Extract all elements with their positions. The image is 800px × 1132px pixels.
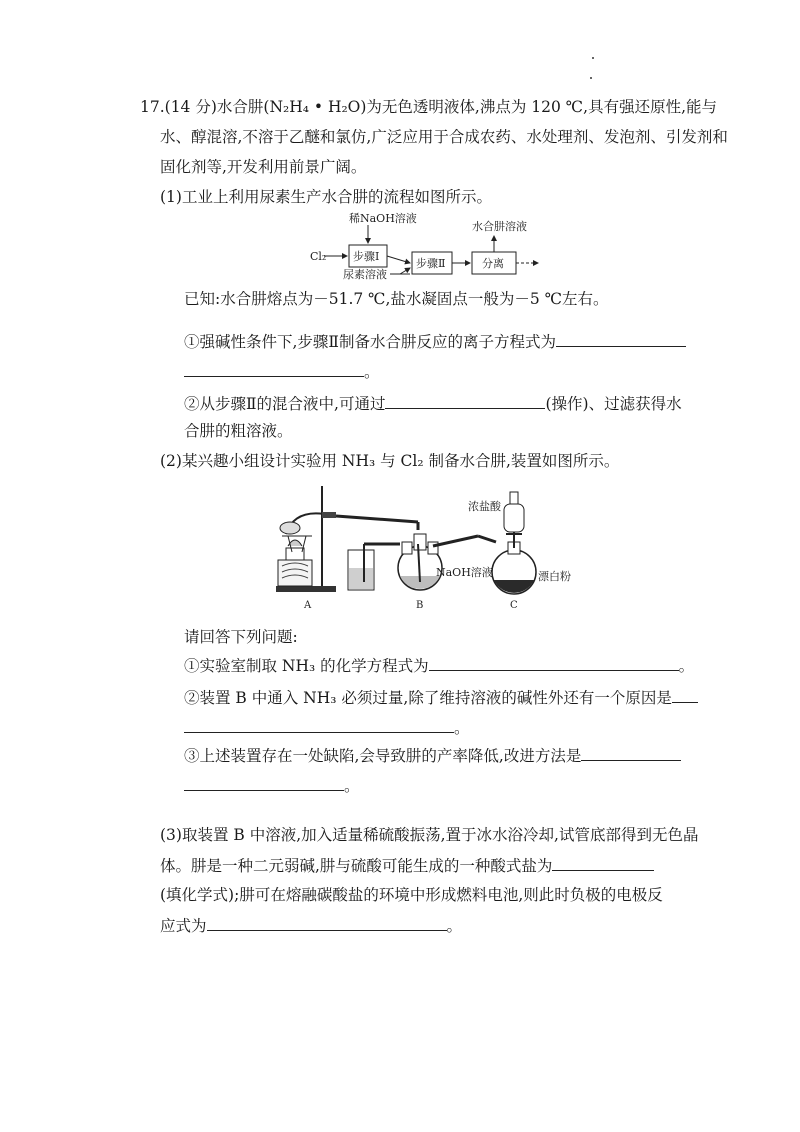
p2-q3-text: ③上述装置存在一处缺陷,会导致肼的产率降低,改进方法是 — [184, 747, 582, 765]
apparatus-a-label: A — [304, 600, 312, 611]
answer-blank[interactable] — [552, 854, 654, 871]
answer-prompt: 请回答下列问题: — [184, 628, 298, 646]
flow-product-label: 水合肼溶液 — [472, 220, 527, 233]
flow-cl2-label: Cl₂ — [310, 250, 327, 263]
p1-q2 — [184, 392, 682, 415]
answer-blank[interactable] — [184, 360, 364, 377]
apparatus-figure — [268, 482, 588, 614]
p1-q1 — [184, 330, 686, 353]
p2-q2-text: ②装置 B 中通入 NH₃ 必须过量,除了维持溶液的碱性外还有一个原因是 — [184, 689, 672, 707]
answer-blank[interactable] — [672, 686, 698, 703]
p1-q1-end: 。 — [364, 363, 380, 381]
p2-q2-end: 。 — [454, 719, 470, 737]
p1-q2-text: ②从步骤Ⅱ的混合液中,可通过 — [184, 395, 386, 413]
p1-q1-text: ①强碱性条件下,步骤Ⅱ制备水合肼反应的离子方程式为 — [184, 333, 556, 351]
q17-line2: 水、醇混溶,不溶于乙醚和氯仿,广泛应用于合成农药、水处理剂、发泡剂、引发剂和 — [160, 128, 728, 146]
q17-line3: 固化剂等,开发利用前景广阔。 — [160, 158, 367, 176]
flow-sep-label: 分离 — [482, 257, 504, 270]
speck — [592, 57, 594, 59]
part3-line4 — [160, 914, 462, 937]
part3-line4-text: 应式为 — [160, 917, 207, 935]
part2-intro: (2)某兴趣小组设计实验用 NH₃ 与 Cl₂ 制备水合肼,装置如图所示。 — [160, 452, 620, 470]
flow-urea-label: 尿素溶液 — [343, 268, 387, 280]
q17-line1: 17.(14 分)水合肼(N₂H₄ • H₂O)为无色透明液体,沸点为 120 ℃,具有强还原性,能与 — [140, 98, 717, 116]
apparatus-bleach-label: 漂白粉 — [538, 570, 571, 583]
flow-chart — [300, 208, 560, 280]
answer-blank[interactable] — [385, 392, 545, 409]
p1-q1-cont — [184, 360, 380, 383]
p2-q3 — [184, 744, 681, 767]
p2-q1-text: ①实验室制取 NH₃ 的化学方程式为 — [184, 657, 429, 675]
part3-end: 。 — [446, 917, 463, 935]
speck — [590, 77, 592, 79]
answer-blank[interactable] — [581, 744, 681, 761]
answer-blank[interactable] — [556, 330, 686, 347]
p2-q2-cont — [184, 716, 470, 739]
apparatus-c-label: C — [510, 600, 518, 611]
apparatus-hcl-label: 浓盐酸 — [468, 500, 501, 513]
flow-naoh-label: 稀NaOH溶液 — [349, 212, 417, 225]
p2-q3-end: 。 — [344, 777, 360, 795]
p1-q2-text-b: (操作)、过滤获得水 — [545, 395, 682, 413]
part3-line2 — [160, 854, 654, 877]
part3-line2-text: 体。肼是一种二元弱碱,肼与硫酸可能生成的一种酸式盐为 — [160, 857, 553, 875]
flow-step1-label: 步骤Ⅰ — [353, 250, 380, 263]
answer-blank[interactable] — [429, 654, 679, 671]
apparatus-b-label: B — [416, 600, 424, 611]
answer-blank[interactable] — [207, 914, 447, 931]
part3-line1: (3)取装置 B 中溶液,加入适量稀硫酸振荡,置于冰水浴冷却,试管底部得到无色晶 — [160, 826, 699, 844]
p2-q1-end: 。 — [678, 657, 695, 675]
answer-blank[interactable] — [184, 774, 344, 791]
part1-intro: (1)工业上利用尿素生产水合肼的流程如图所示。 — [160, 188, 492, 206]
p2-q1 — [184, 654, 694, 677]
known-note: 已知:水合肼熔点为－51.7 ℃,盐水凝固点一般为－5 ℃左右。 — [184, 290, 609, 308]
apparatus-naoh-label: NaOH溶液 — [436, 566, 493, 579]
p2-q2 — [184, 686, 698, 709]
flow-step2-label: 步骤Ⅱ — [416, 257, 446, 270]
part3-line3: (填化学式);肼可在熔融碳酸盐的环境中形成燃料电池,则此时负极的电极反 — [160, 886, 663, 904]
p2-q3-cont — [184, 774, 360, 797]
answer-blank[interactable] — [184, 716, 454, 733]
p1-q2-cont: 合肼的粗溶液。 — [184, 422, 293, 440]
